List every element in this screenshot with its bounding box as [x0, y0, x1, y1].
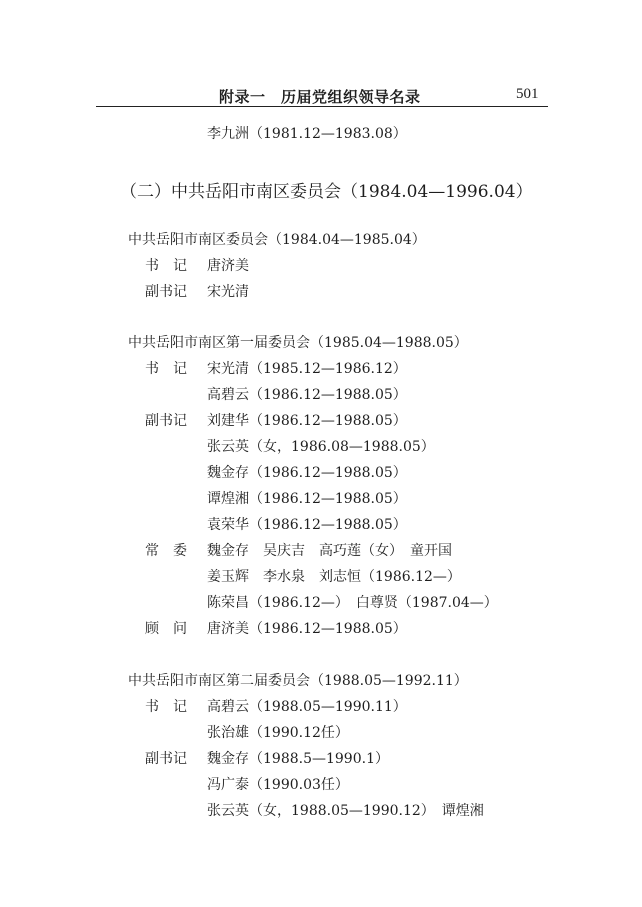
- committee-title: 中共岳阳市南区第二届委员会（1988.05—1992.11）: [128, 673, 468, 689]
- member-names: 魏金存（1986.12—1988.05）: [207, 465, 407, 481]
- member-names: 冯广泰（1990.03任）: [207, 777, 349, 793]
- role-label: 常 委: [145, 543, 187, 559]
- member-names: 袁荣华（1986.12—1988.05）: [207, 517, 407, 533]
- section-title: （二）中共岳阳市南区委员会（1984.04—1996.04）: [120, 182, 533, 202]
- member-names: 魏金存 吴庆吉 高巧莲（女） 童开国: [207, 543, 452, 559]
- member-names: 刘建华（1986.12—1988.05）: [207, 413, 407, 429]
- role-label: 书 记: [145, 361, 187, 377]
- member-names: 唐济美: [207, 258, 249, 274]
- role-label: 副书记: [145, 413, 187, 429]
- page-number: 501: [516, 86, 539, 102]
- role-label: 副书记: [145, 284, 187, 300]
- member-names: 陈荣昌（1986.12—） 白尊贤（1987.04—）: [207, 595, 498, 611]
- member-names: 高碧云（1986.12—1988.05）: [207, 387, 407, 403]
- member-names: 谭煌湘（1986.12—1988.05）: [207, 491, 407, 507]
- role-label: 顾 问: [145, 621, 187, 637]
- member-names: 张云英（女，1988.05—1990.12） 谭煌湘: [207, 803, 484, 819]
- member-names: 高碧云（1988.05—1990.11）: [207, 699, 407, 715]
- role-label: 书 记: [145, 699, 187, 715]
- member-names: 姜玉辉 李水泉 刘志恒（1986.12—）: [207, 569, 461, 585]
- header-title: 附录一 历届党组织领导名录: [219, 88, 421, 106]
- member-names: 张治雄（1990.12任）: [207, 725, 349, 741]
- committee-title: 中共岳阳市南区第一届委员会（1985.04—1988.05）: [128, 335, 468, 351]
- member-names: 张云英（女，1986.08—1988.05）: [207, 439, 435, 455]
- member-names: 宋光清（1985.12—1986.12）: [207, 361, 407, 377]
- member-names: 宋光清: [207, 284, 249, 300]
- committee-title: 中共岳阳市南区委员会（1984.04—1985.04）: [128, 232, 426, 248]
- role-label: 副书记: [145, 751, 187, 767]
- header-divider: [96, 106, 548, 107]
- member-names: 唐济美（1986.12—1988.05）: [207, 621, 407, 637]
- role-label: 书 记: [145, 258, 187, 274]
- member-names: 魏金存（1988.5—1990.1）: [207, 751, 389, 767]
- continuation-line: 李九洲（1981.12—1983.08）: [207, 126, 407, 142]
